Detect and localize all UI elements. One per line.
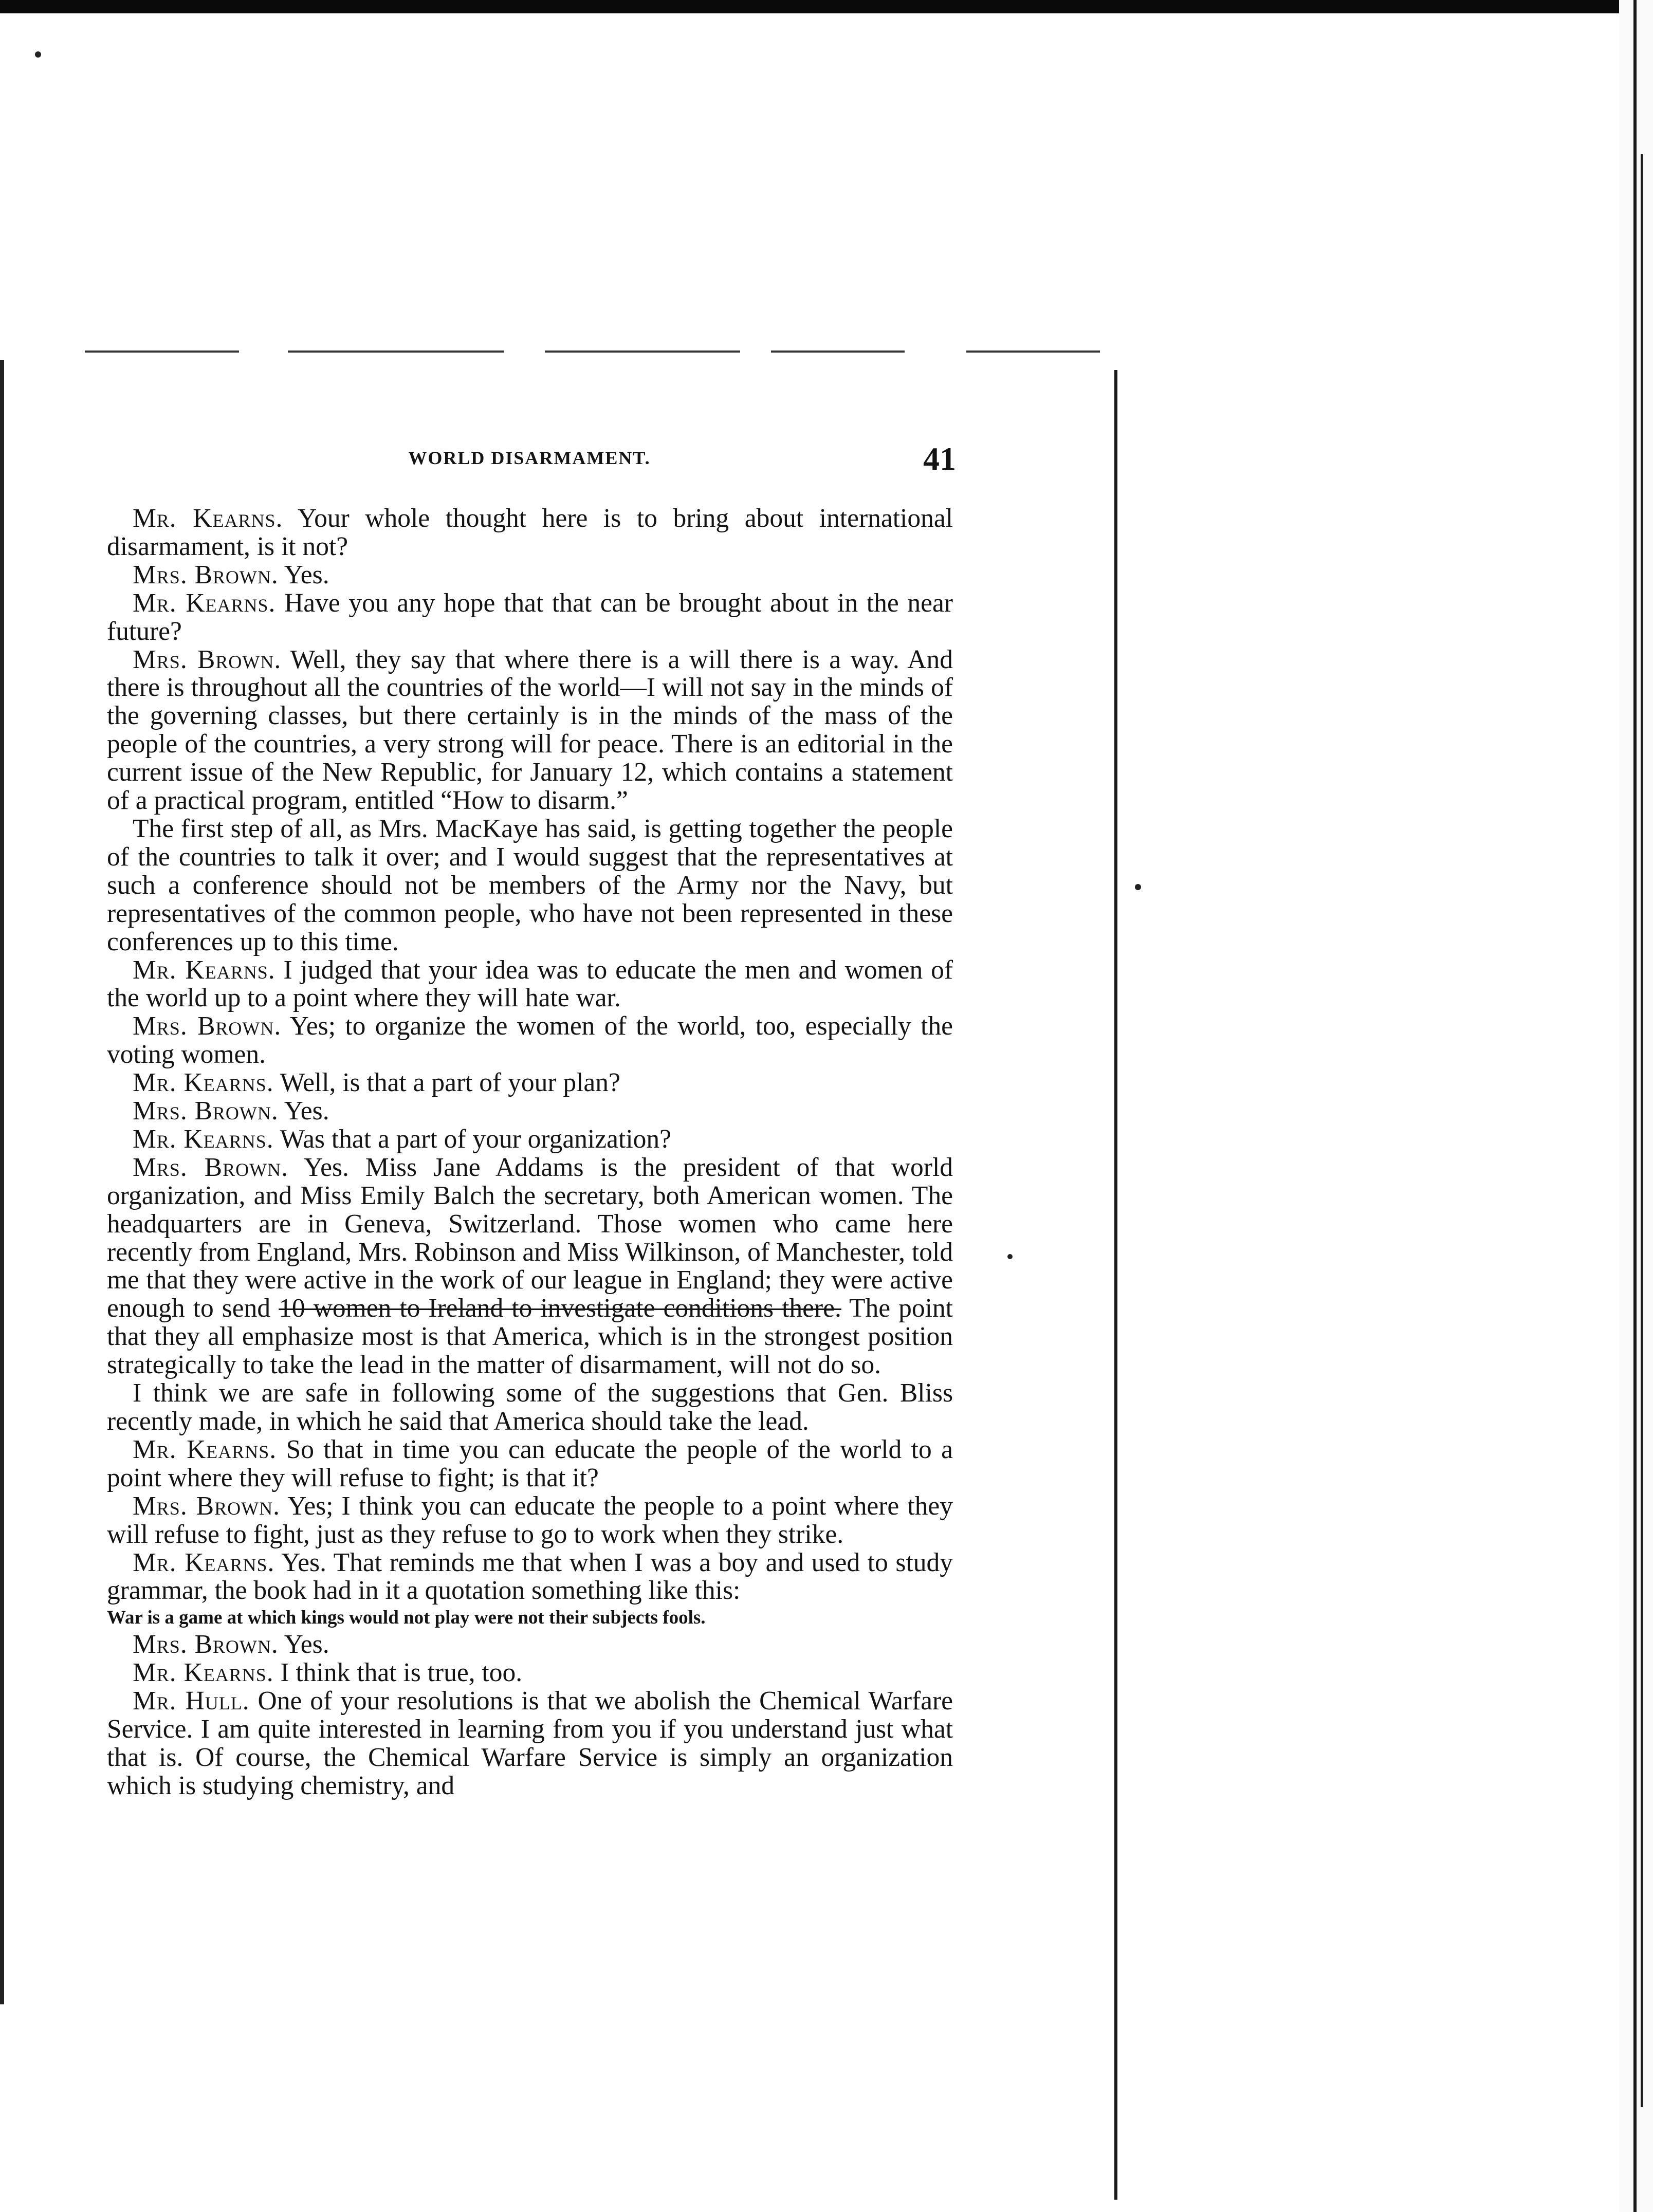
speaker-name: Mr. Kearns. bbox=[133, 504, 283, 533]
scan-speck bbox=[1007, 1254, 1013, 1259]
paragraph-text: So that in time you can educate the people of the world to a point where they will refuse to fight; is that it? bbox=[107, 1434, 953, 1492]
paragraph-text: I think that is true, too. bbox=[273, 1658, 523, 1688]
speaker-name: Mr. Kearns. bbox=[133, 588, 276, 618]
speaker-name: Mr. Kearns. bbox=[133, 1124, 274, 1154]
paragraph bbox=[107, 1659, 953, 1687]
speaker-name: Mr. Kearns. bbox=[133, 1658, 274, 1688]
paragraph-text: The first step of all, as Mrs. MacKaye has said, is getting together the people of the countries to talk it over; and I would suggest that the representatives at such a conference should not be members of the Army nor the Navy, but representatives of the common people, who have not been represented in these conferences up to this time. bbox=[107, 814, 953, 956]
page-number: 41 bbox=[923, 440, 956, 477]
paragraph-text: Yes; I think you can educate the people to a point where they will refuse to fight, just as they refuse to go to work when they strike. bbox=[107, 1491, 953, 1549]
scan-dash bbox=[85, 351, 239, 353]
paragraph bbox=[107, 1379, 953, 1436]
scan-dash bbox=[966, 351, 1100, 353]
paragraph bbox=[107, 1097, 953, 1126]
paragraph-text: Your whole thought here is to bring about international disarmament, is it not? bbox=[107, 504, 953, 561]
paragraph-text: Yes; to organize the women of the world, too, especially the voting women. bbox=[107, 1011, 953, 1070]
speaker-name: Mrs. Brown. bbox=[133, 1096, 279, 1126]
scan-top-border bbox=[0, 0, 1653, 13]
speaker-name: Mrs. Brown. bbox=[133, 1152, 288, 1182]
paragraph-text: Yes. bbox=[278, 560, 329, 589]
speaker-name: Mrs. Brown. bbox=[133, 644, 282, 674]
speaker-name: Mr. Kearns. bbox=[133, 955, 276, 985]
paragraph bbox=[107, 646, 953, 815]
paragraph-text: Yes. That reminds me that when I was a boy and used to study grammar, the book had in it a quotation something like this: bbox=[107, 1547, 953, 1606]
paragraph bbox=[107, 1687, 953, 1800]
running-head: WORLD DISARMAMENT. bbox=[408, 448, 651, 468]
paragraph-text: Well, is that a part of your plan? bbox=[273, 1068, 620, 1098]
paragraph bbox=[107, 1012, 953, 1069]
scan-right-line-2 bbox=[1641, 154, 1643, 2107]
speaker-name: Mrs. Brown. bbox=[133, 1630, 279, 1660]
paragraph-text: Yes. Miss Jane Addams is the president of that world organization, and Miss Emily Balch the secretary, both American women. The headquarters are in Geneva, Switzerland. Those women who came here recently from England, Mrs. Robinson and Miss Wilkinson, of Manchester, told me that they were active in the work of our league in England; they were active enough to send bbox=[107, 1152, 953, 1323]
paragraph-text: I think we are safe in following some of the suggestions that Gen. Bliss recently made, in which he said that America should take the lead. bbox=[107, 1378, 953, 1436]
page-edge-line bbox=[1114, 370, 1117, 2200]
paragraph-text-continued: The point that they all emphasize most is that America, which is in the strongest position strategically to take the lead in the matter of disarmament, will not do so. bbox=[107, 1294, 953, 1380]
page-header bbox=[103, 440, 956, 483]
paragraph bbox=[107, 1549, 953, 1606]
paragraph-text: One of your resolutions is that we abolish the Chemical Warfare Service. I am quite interested in learning from you if you understand just what that is. Of course, the Chemical Warfare Service is simply an organization which is studying chemistry, and bbox=[107, 1686, 953, 1800]
scan-dash bbox=[288, 351, 504, 353]
paragraph bbox=[107, 589, 953, 646]
paragraph-text: Have you any hope that that can be brought about in the near future? bbox=[107, 588, 953, 646]
speaker-name: Mr. Kearns. bbox=[133, 1434, 277, 1464]
scan-dash bbox=[545, 351, 740, 353]
paragraphs-before-quote bbox=[107, 505, 953, 1605]
scan-left-edge bbox=[0, 360, 4, 2004]
paragraph bbox=[107, 561, 953, 589]
paragraph bbox=[107, 815, 953, 956]
paragraph bbox=[107, 1154, 953, 1379]
paragraphs-after-quote bbox=[107, 1631, 953, 1800]
paragraph bbox=[107, 1631, 953, 1659]
paragraph-text: Was that a part of your organization? bbox=[273, 1124, 671, 1154]
scan-right-line bbox=[1633, 0, 1637, 2212]
speaker-name: Mrs. Brown. bbox=[133, 1011, 282, 1041]
scan-dash bbox=[771, 351, 905, 353]
paragraph bbox=[107, 956, 953, 1013]
speaker-name: Mr. Kearns. bbox=[133, 1547, 275, 1577]
paragraph bbox=[107, 1492, 953, 1549]
speaker-name: Mrs. Brown. bbox=[133, 1491, 281, 1521]
paragraph bbox=[107, 1069, 953, 1097]
paragraph bbox=[107, 1126, 953, 1154]
paragraph bbox=[107, 1436, 953, 1492]
speaker-name: Mr. Hull. bbox=[133, 1686, 250, 1716]
paragraph-text: Yes. bbox=[278, 1630, 329, 1660]
scan-speck bbox=[1135, 884, 1141, 890]
speaker-name: Mrs. Brown. bbox=[133, 560, 279, 589]
struck-text: 10 women to Ireland to investigate conditions there. bbox=[279, 1294, 841, 1323]
paragraph-text: Yes. bbox=[278, 1096, 329, 1126]
body-text bbox=[107, 505, 953, 1800]
paragraph bbox=[107, 505, 953, 561]
speaker-name: Mr. Kearns. bbox=[133, 1068, 274, 1098]
scan-speck bbox=[35, 51, 41, 58]
paragraph-text: I judged that your idea was to educate the men and women of the world up to a point where they will hate war. bbox=[107, 955, 953, 1013]
quotation: War is a game at which kings would not play were not their subjects fools. bbox=[107, 1607, 706, 1629]
paragraph-text: Well, they say that where there is a will there is a way. And there is throughout all the countries of the world—I will not say in the minds of the governing classes, but there certainly is in the minds of the mass of the people of the countries, a very strong will for peace. There is an editorial in the current issue of the New Republic, for January 12, which contains a statement of a practical program, entitled “How to disarm.” bbox=[107, 644, 953, 816]
